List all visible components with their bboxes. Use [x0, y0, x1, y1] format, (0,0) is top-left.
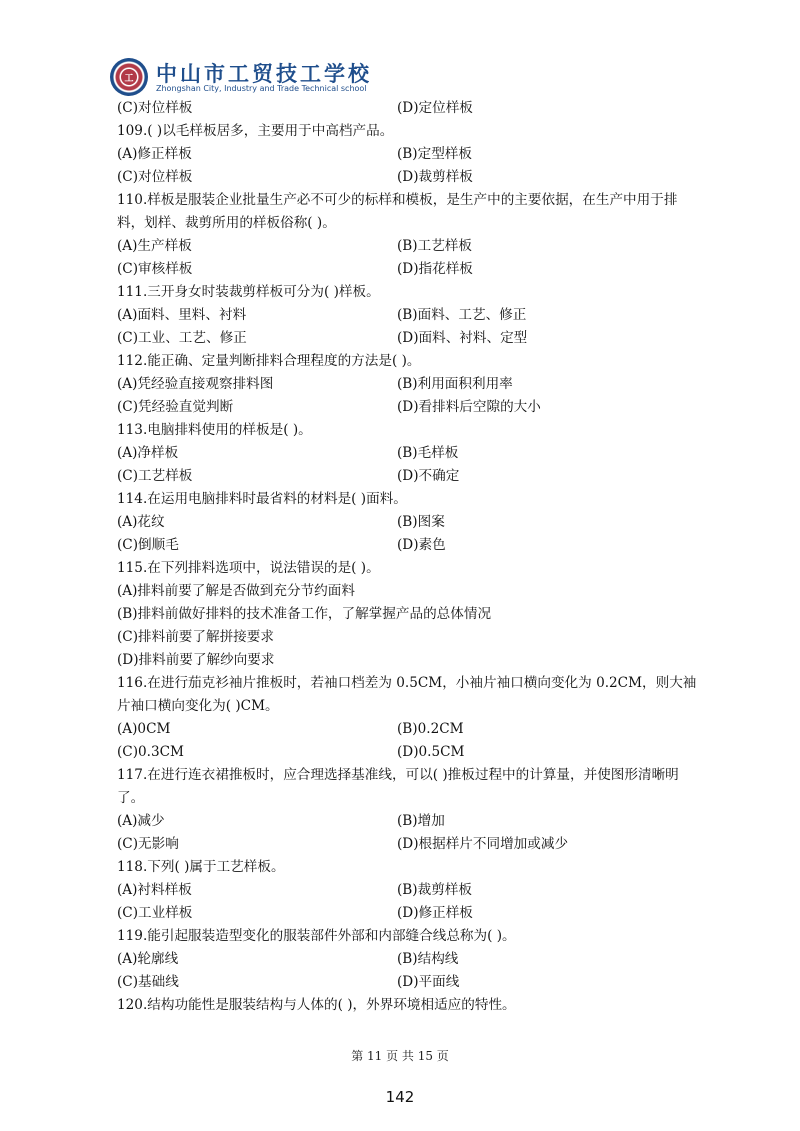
question-stem: 116.在进行茄克衫袖片推板时，若袖口档差为 0.5CM，小袖片袖口横向变化为 0.2CM，则大袖片袖口横向变化为( )CM。	[117, 675, 697, 714]
school-name: 中山市工贸技工学校	[156, 62, 372, 86]
option-item: (C)排料前要了解拼接要求	[117, 629, 274, 645]
option-row	[117, 948, 697, 971]
question-block	[117, 350, 697, 419]
option-row	[117, 971, 697, 994]
option-row	[117, 327, 697, 350]
question-block	[117, 488, 697, 557]
option-item: (A)排料前要了解是否做到充分节约面料	[117, 583, 355, 599]
option-row	[117, 97, 697, 120]
option-item: (C)工业样板	[117, 905, 193, 921]
option-item: (A)轮廓线	[117, 951, 179, 967]
option-item: (C)0.3CM	[117, 744, 184, 760]
question-stem: 119.能引起服装造型变化的服装部件外部和内部缝合线总称为( )。	[117, 928, 516, 944]
option-item: (B)工艺样板	[397, 238, 472, 254]
option-row	[117, 902, 697, 925]
question-stem: 120.结构功能性是服装结构与人体的( )，外界环境相适应的特性。	[117, 997, 516, 1013]
option-row	[117, 442, 697, 465]
option-row	[117, 718, 697, 741]
option-item: (A)生产样板	[117, 238, 192, 254]
page-count: 第 11 页 共 15 页	[351, 1049, 449, 1063]
question-stem: 114.在运用电脑排料时最省料的材料是( )面料。	[117, 491, 407, 507]
option-item: (D)修正样板	[397, 905, 473, 921]
option-item: (B)结构线	[397, 951, 459, 967]
option-item: (B)0.2CM	[397, 721, 464, 737]
option-row	[117, 396, 697, 419]
option-item: (B)毛样板	[397, 445, 459, 461]
option-item: (D)定位样板	[397, 100, 473, 116]
option-item: (D)平面线	[397, 974, 460, 990]
option-item: (C)基础线	[117, 974, 179, 990]
option-item: (D)裁剪样板	[397, 169, 473, 185]
question-list	[117, 97, 697, 1017]
option-row	[117, 304, 697, 327]
option-item: (C)对位样板	[117, 169, 193, 185]
option-item: (A)面料、里料、衬料	[117, 307, 247, 323]
option-row	[117, 258, 697, 281]
question-stem: 118.下列( )属于工艺样板。	[117, 859, 285, 875]
option-row	[117, 166, 697, 189]
option-item: (D)根据样片不同增加或减少	[397, 836, 569, 852]
question-stem: 112.能正确、定量判断排料合理程度的方法是( )。	[117, 353, 421, 369]
option-item: (A)凭经验直接观察排料图	[117, 376, 274, 392]
option-item: (D)排料前要了解纱向要求	[117, 652, 275, 668]
question-stem: 111.三开身女时装裁剪样板可分为( )样板。	[117, 284, 380, 300]
school-header	[110, 58, 430, 98]
question-block	[117, 120, 697, 189]
question-block	[117, 856, 697, 925]
question-stem: 115.在下列排料选项中，说法错误的是( )。	[117, 560, 380, 576]
question-stem: 110.样板是服装企业批量生产必不可少的标样和模板，是生产中的主要依据，在生产中用于排料，划样、裁剪所用的样板俗称( )。	[117, 192, 678, 231]
option-item: (B)增加	[397, 813, 445, 829]
option-row	[117, 810, 697, 833]
option-row	[117, 534, 697, 557]
option-item: (D)不确定	[397, 468, 460, 484]
school-name-en: Zhongshan City, Industry and Trade Technical school	[156, 84, 367, 93]
option-row	[117, 465, 697, 488]
option-item: (C)工业、工艺、修正	[117, 330, 247, 346]
option-item: (B)裁剪样板	[397, 882, 472, 898]
question-block	[117, 189, 697, 281]
option-item: (D)素色	[397, 537, 446, 553]
emblem-center: 工	[121, 69, 137, 85]
option-row	[117, 833, 697, 856]
page-number: 142	[385, 1088, 415, 1106]
option-item: (A)衬料样板	[117, 882, 192, 898]
question-block	[117, 925, 697, 994]
option-item: (C)对位样板	[117, 100, 193, 116]
question-block	[117, 672, 697, 764]
option-row	[117, 235, 697, 258]
option-item: (C)工艺样板	[117, 468, 193, 484]
option-item: (C)凭经验直觉判断	[117, 399, 234, 415]
option-row	[117, 143, 697, 166]
question-block	[117, 419, 697, 488]
option-item: (D)看排料后空隙的大小	[397, 399, 541, 415]
option-item: (A)净样板	[117, 445, 179, 461]
option-item: (D)面料、衬料、定型	[397, 330, 528, 346]
option-item: (C)无影响	[117, 836, 179, 852]
option-item: (A)0CM	[117, 721, 171, 737]
option-row	[117, 741, 697, 764]
option-item: (C)倒顺毛	[117, 537, 179, 553]
option-item: (B)排料前做好排料的技术准备工作，了解掌握产品的总体情况	[117, 606, 492, 622]
question-block	[117, 557, 697, 672]
option-item: (B)定型样板	[397, 146, 472, 162]
option-item: (A)花纹	[117, 514, 165, 530]
option-item: (C)审核样板	[117, 261, 193, 277]
option-item: (A)修正样板	[117, 146, 192, 162]
school-emblem-icon	[110, 58, 148, 96]
question-stem: 113.电脑排料使用的样板是( )。	[117, 422, 312, 438]
option-item: (B)图案	[397, 514, 445, 530]
option-row	[117, 373, 697, 396]
option-item: (B)利用面积利用率	[397, 376, 513, 392]
question-stem: 117.在进行连衣裙推板时，应合理选择基准线，可以( )推板过程中的计算量，并使图形清晰明了。	[117, 767, 679, 806]
option-row	[117, 511, 697, 534]
option-item: (B)面料、工艺、修正	[397, 307, 527, 323]
question-block	[117, 994, 697, 1017]
option-item: (D)0.5CM	[397, 744, 465, 760]
question-block	[117, 764, 697, 856]
question-block	[117, 281, 697, 350]
question-stem: 109.( )以毛样板居多，主要用于中高档产品。	[117, 123, 394, 139]
option-item: (D)指花样板	[397, 261, 473, 277]
option-row	[117, 879, 697, 902]
option-item: (A)减少	[117, 813, 165, 829]
